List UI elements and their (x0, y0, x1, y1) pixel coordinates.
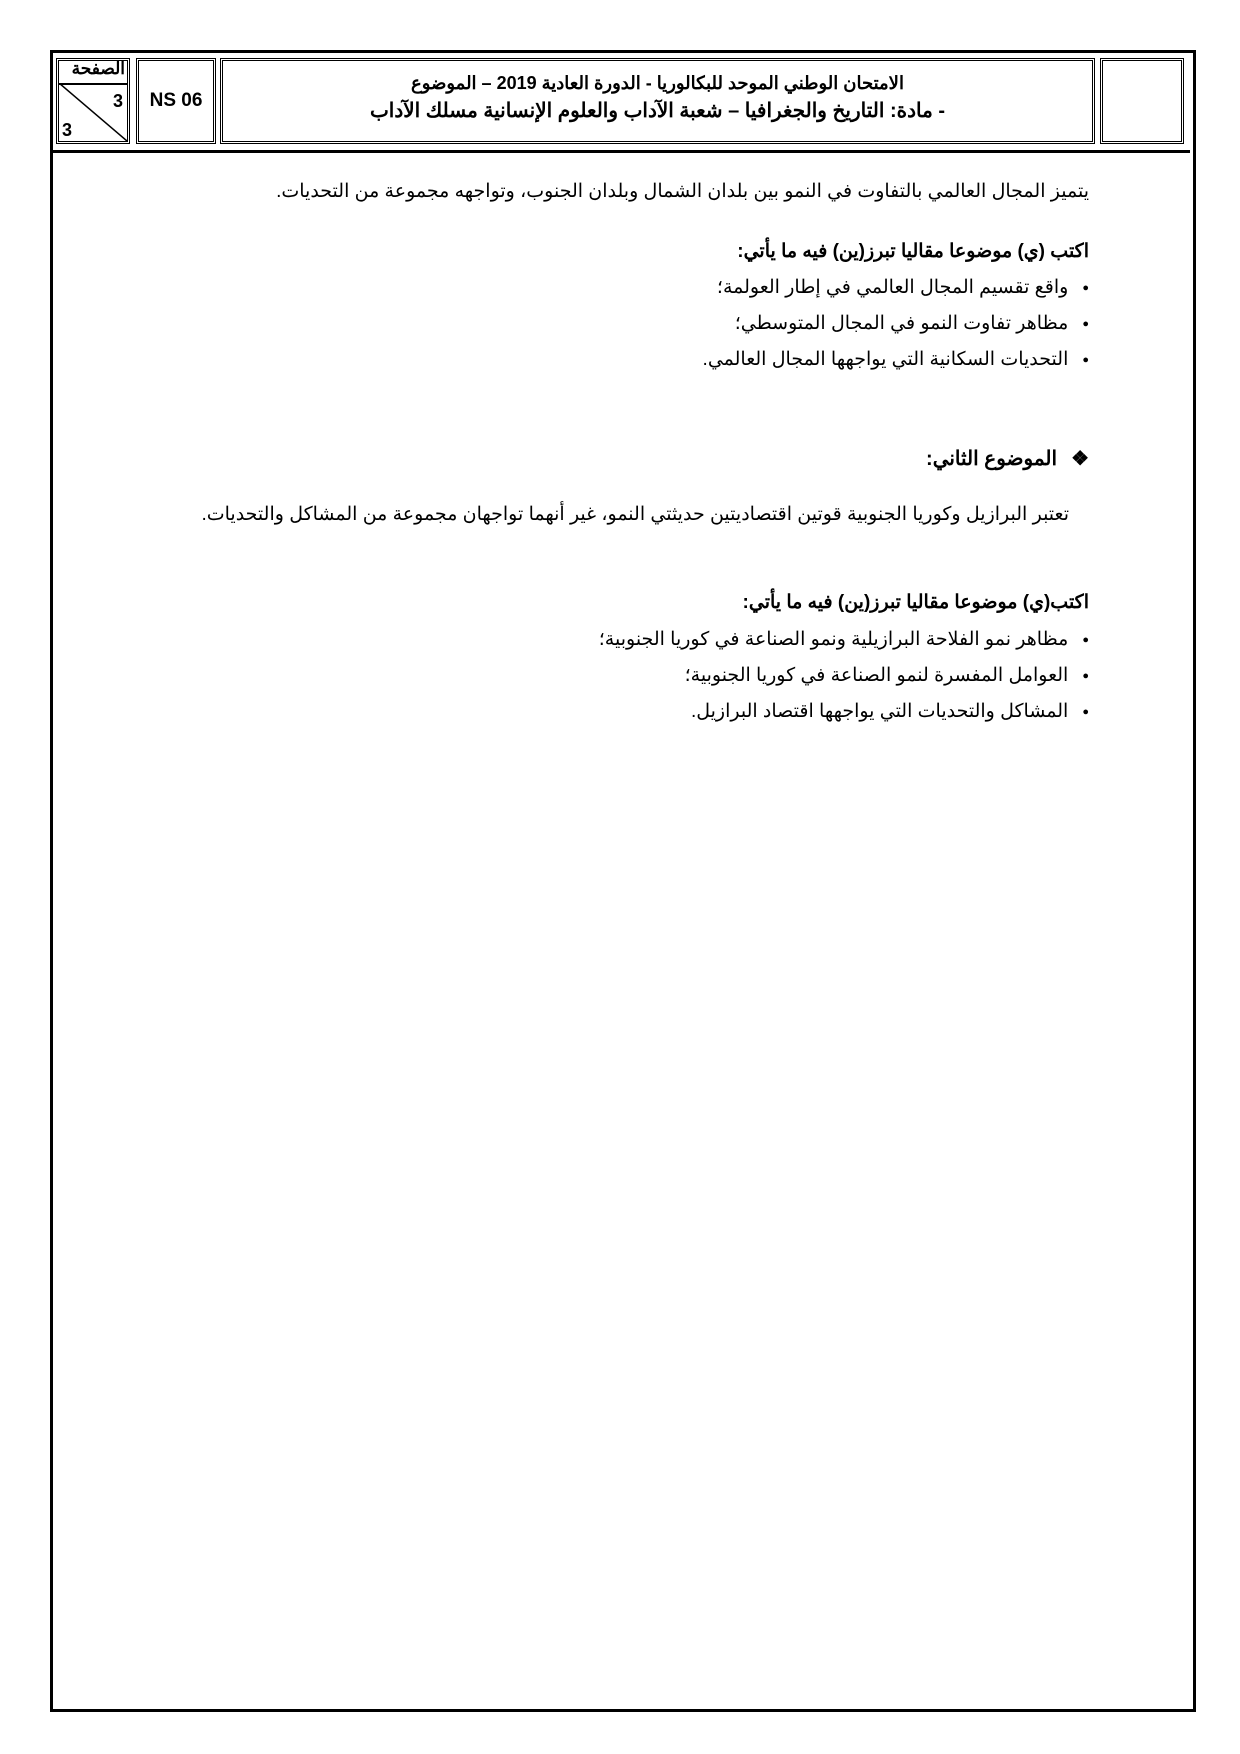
page-number-cell (56, 58, 130, 144)
blank-cell (1100, 58, 1184, 144)
header (50, 50, 1190, 153)
title-line-1: الامتحان الوطني الموحد للبكالوريا - الدورة العادية 2019 – الموضوع (411, 73, 904, 93)
topic2-heading-text: الموضوع الثاني: (926, 448, 1058, 470)
list-item: ● العوامل المفسرة لنمو الصناعة في كوريا الجنوبية؛ (685, 664, 1089, 687)
page-number: 3 (112, 91, 123, 111)
page-border (50, 50, 1196, 1712)
diamond-bullet-icon: ❖ (1071, 448, 1089, 470)
title-line-2: - مادة: التاريخ والجغرافيا – شعبة الآداب والعلوم الإنسانية مسلك الآداب (369, 100, 946, 122)
list-item: ● المشاكل والتحديات التي يواجهها اقتصاد البرازيل. (691, 700, 1089, 723)
topic1-intro: يتميز المجال العالمي بالتفاوت في النمو بين بلدان الشمال وبلدان الجنوب، وتواجهه مجموعة من التحديات. (276, 181, 1089, 202)
exam-title (220, 58, 1095, 144)
exam-code: NS 06 (136, 58, 216, 144)
list-item: ● مظاهر تفاوت النمو في المجال المتوسطي؛ (735, 312, 1089, 335)
page-total: 3 (62, 120, 73, 140)
topic1-instruction: اكتب (ي) موضوعا مقاليا تبرز(ين) فيه ما يأتي: (737, 241, 1089, 262)
page-label: الصفحة (71, 59, 125, 78)
topic2-intro: تعتبر البرازيل وكوريا الجنوبية قوتين اقتصاديتين حديثتي النمو، غير أنهما تواجهان مجموعة من المشاكل والتحديات. (201, 504, 1069, 525)
list-item: ● التحديات السكانية التي يواجهها المجال العالمي. (703, 348, 1089, 371)
topic2-heading (926, 446, 1089, 471)
topic2-instruction: اكتب(ي) موضوعا مقاليا تبرز(ين) فيه ما يأتي: (742, 592, 1089, 613)
list-item: ● واقع تقسيم المجال العالمي في إطار العولمة؛ (717, 276, 1089, 299)
list-item: ● مظاهر نمو الفلاحة البرازيلية ونمو الصناعة في كوريا الجنوبية؛ (599, 628, 1089, 651)
